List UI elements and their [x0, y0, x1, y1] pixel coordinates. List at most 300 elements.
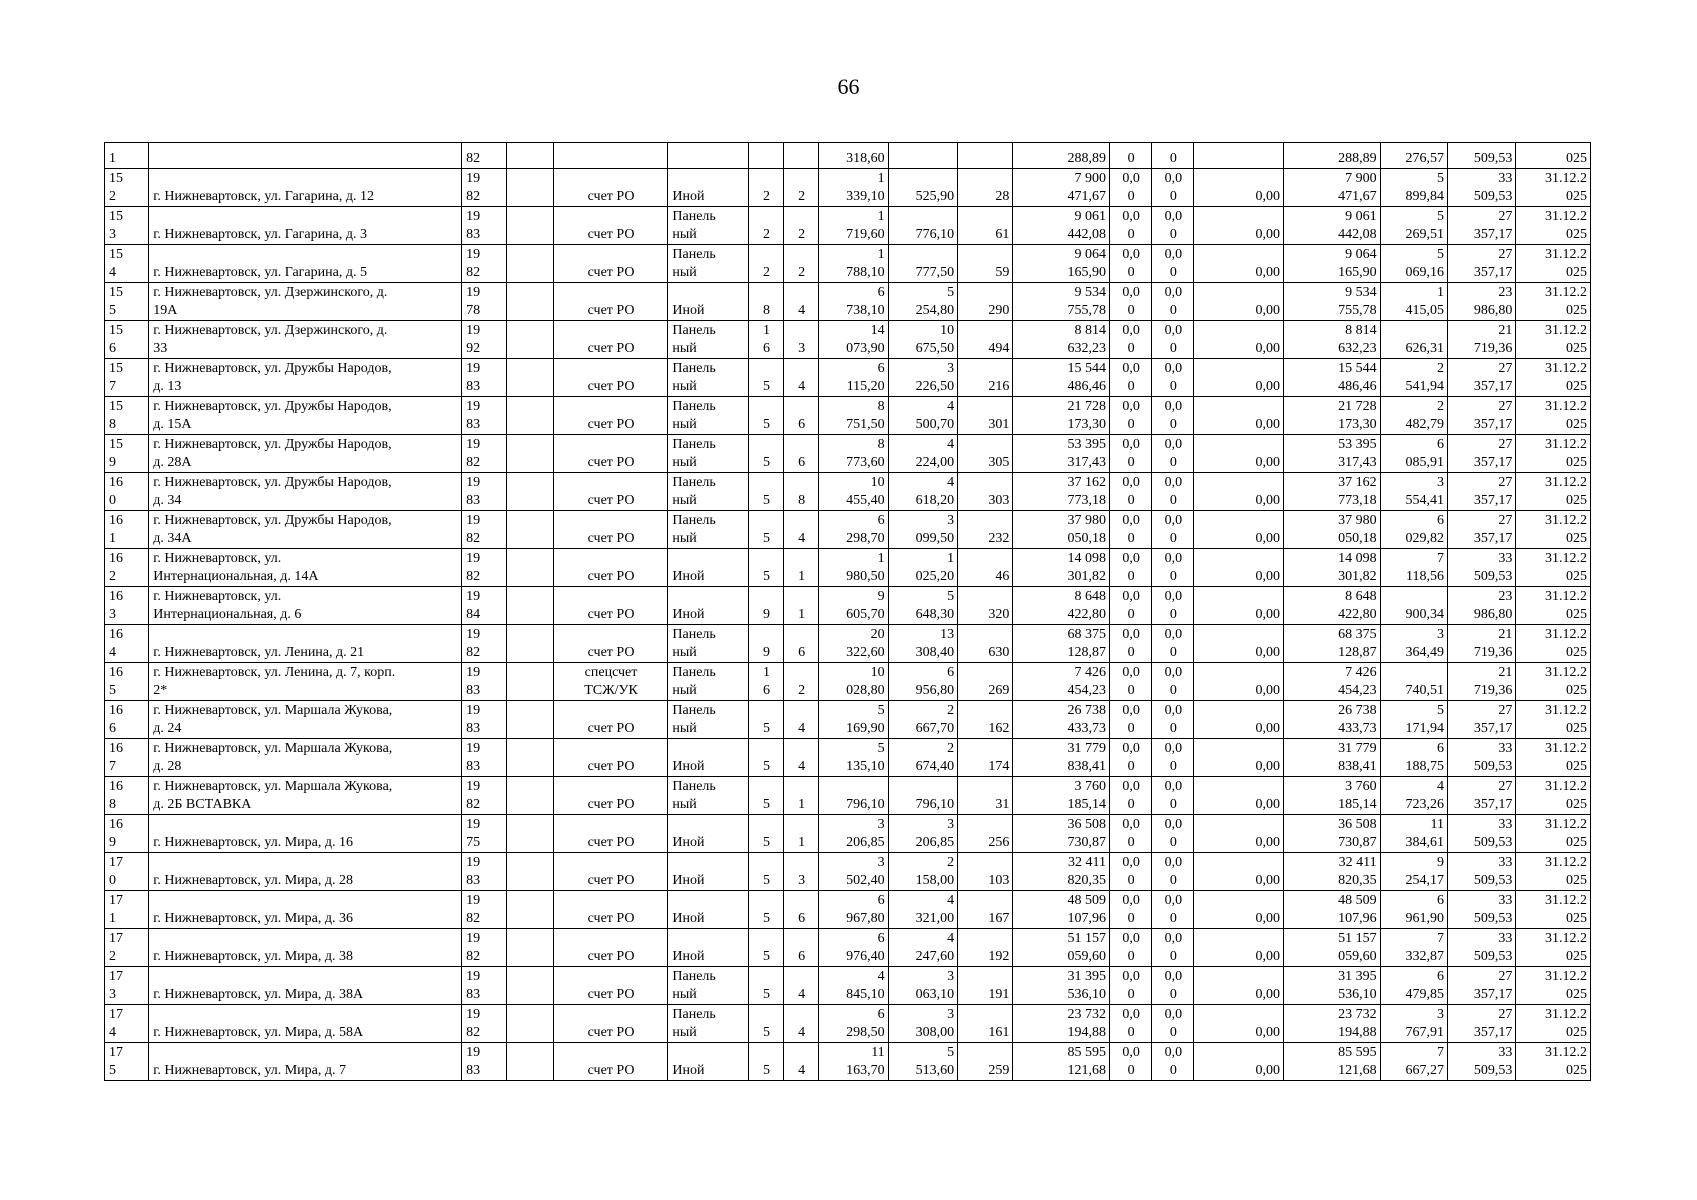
cell-funds-local: 0,00: [1194, 321, 1284, 359]
cell-funds-federal: 0,0 0: [1109, 283, 1151, 321]
cell-cost-per-sqm: 7 667,27: [1380, 1043, 1447, 1081]
cell-wall-material: Иной: [668, 169, 748, 207]
cell-completion-date: 31.12.2 025: [1516, 891, 1591, 929]
cell-blank-col: [507, 891, 553, 929]
cell-total-cost: 9 061 442,08: [1013, 207, 1110, 245]
cell-max-cost-per-sqm: 27 357,17: [1448, 359, 1516, 397]
cell-entrances: 8: [784, 473, 819, 511]
cell-blank-col: [507, 435, 553, 473]
cell-residents: 59: [958, 245, 1013, 283]
cell-total-area: 6 298,70: [819, 511, 888, 549]
cell-wall-material: Иной: [668, 739, 748, 777]
cell-living-area: 6 956,80: [888, 663, 957, 701]
cell-total-cost: 85 595 121,68: [1013, 1043, 1110, 1081]
table-row: [105, 1043, 1591, 1081]
cell-total-area: 5 135,10: [819, 739, 888, 777]
cell-address: г. Нижневартовск, ул. Ленина, д. 7, корп. 2*: [149, 663, 462, 701]
cell-row-number: 16 0: [105, 473, 149, 511]
cell-funds-regional: 0,0 0: [1152, 549, 1194, 587]
cell-total-cost: 36 508 730,87: [1013, 815, 1110, 853]
cell-year: 19 82: [462, 549, 507, 587]
cell-wall-material: Панель ный: [668, 473, 748, 511]
cell-total-cost: 32 411 820,35: [1013, 853, 1110, 891]
cell-row-number: 17 3: [105, 967, 149, 1005]
cell-max-cost-per-sqm: 27 357,17: [1448, 397, 1516, 435]
cell-completion-date: 31.12.2 025: [1516, 245, 1591, 283]
cell-funds-federal: 0,0 0: [1109, 1005, 1151, 1043]
cell-residents: 259: [958, 1043, 1013, 1081]
cell-cost-per-sqm: 2 482,79: [1380, 397, 1447, 435]
housing-registry-table: [104, 142, 1591, 1081]
cell-total-area: 1 339,10: [819, 169, 888, 207]
cell-funds-local: 0,00: [1194, 967, 1284, 1005]
cell-entrances: 1: [784, 815, 819, 853]
cell-entrances: 4: [784, 359, 819, 397]
cell-wall-material: [668, 143, 748, 169]
table-row: [105, 663, 1591, 701]
cell-funds-owners: 68 375 128,87: [1284, 625, 1381, 663]
table-row: [105, 587, 1591, 625]
cell-living-area: 525,90: [888, 169, 957, 207]
table-row: [105, 739, 1591, 777]
cell-living-area: 3 308,00: [888, 1005, 957, 1043]
cell-floors: 5: [748, 1043, 783, 1081]
cell-max-cost-per-sqm: 27 357,17: [1448, 777, 1516, 815]
cell-entrances: 3: [784, 853, 819, 891]
cell-residents: 630: [958, 625, 1013, 663]
cell-account-type: спецсчет ТСЖ/УК: [553, 663, 668, 701]
cell-living-area: 3 206,85: [888, 815, 957, 853]
cell-funds-federal: 0,0 0: [1109, 397, 1151, 435]
cell-blank-col: [507, 359, 553, 397]
cell-cost-per-sqm: 5 171,94: [1380, 701, 1447, 739]
cell-funds-federal: 0,0 0: [1109, 245, 1151, 283]
cell-row-number: 15 7: [105, 359, 149, 397]
cell-max-cost-per-sqm: 33 509,53: [1448, 815, 1516, 853]
cell-total-cost: 9 064 165,90: [1013, 245, 1110, 283]
cell-funds-federal: 0,0 0: [1109, 169, 1151, 207]
cell-living-area: 796,10: [888, 777, 957, 815]
cell-funds-federal: 0,0 0: [1109, 207, 1151, 245]
cell-floors: 5: [748, 511, 783, 549]
table-row: [105, 511, 1591, 549]
cell-living-area: 3 226,50: [888, 359, 957, 397]
cell-address: г. Нижневартовск, ул. Гагарина, д. 3: [149, 207, 462, 245]
cell-completion-date: 31.12.2 025: [1516, 473, 1591, 511]
cell-funds-owners: 51 157 059,60: [1284, 929, 1381, 967]
table-row: [105, 929, 1591, 967]
cell-address: [149, 143, 462, 169]
cell-wall-material: Иной: [668, 929, 748, 967]
cell-total-area: 6 738,10: [819, 283, 888, 321]
cell-account-type: счет РО: [553, 321, 668, 359]
cell-total-area: 20 322,60: [819, 625, 888, 663]
cell-entrances: [784, 143, 819, 169]
cell-row-number: 15 9: [105, 435, 149, 473]
cell-account-type: счет РО: [553, 207, 668, 245]
cell-row-number: 16 7: [105, 739, 149, 777]
cell-row-number: 16 8: [105, 777, 149, 815]
cell-account-type: счет РО: [553, 929, 668, 967]
cell-completion-date: 31.12.2 025: [1516, 435, 1591, 473]
cell-floors: 5: [748, 473, 783, 511]
cell-year: 19 83: [462, 701, 507, 739]
cell-blank-col: [507, 701, 553, 739]
cell-funds-regional: 0,0 0: [1152, 853, 1194, 891]
cell-address: г. Нижневартовск, ул. Интернациональная, д. 6: [149, 587, 462, 625]
cell-floors: 5: [748, 815, 783, 853]
cell-funds-local: 0,00: [1194, 739, 1284, 777]
cell-max-cost-per-sqm: 23 986,80: [1448, 283, 1516, 321]
cell-residents: 290: [958, 283, 1013, 321]
cell-total-area: 5 169,90: [819, 701, 888, 739]
cell-residents: 320: [958, 587, 1013, 625]
cell-wall-material: Панель ный: [668, 321, 748, 359]
cell-entrances: 2: [784, 245, 819, 283]
cell-funds-regional: 0: [1152, 143, 1194, 169]
cell-account-type: счет РО: [553, 967, 668, 1005]
cell-funds-federal: 0,0 0: [1109, 777, 1151, 815]
cell-max-cost-per-sqm: 27 357,17: [1448, 435, 1516, 473]
cell-living-area: 3 063,10: [888, 967, 957, 1005]
cell-address: г. Нижневартовск, ул. Дружбы Народов, д. 34: [149, 473, 462, 511]
cell-blank-col: [507, 511, 553, 549]
cell-row-number: 15 8: [105, 397, 149, 435]
cell-blank-col: [507, 853, 553, 891]
cell-funds-local: 0,00: [1194, 853, 1284, 891]
cell-funds-regional: 0,0 0: [1152, 625, 1194, 663]
cell-total-cost: 15 544 486,46: [1013, 359, 1110, 397]
cell-residents: 269: [958, 663, 1013, 701]
cell-funds-federal: 0,0 0: [1109, 663, 1151, 701]
cell-total-cost: 37 162 773,18: [1013, 473, 1110, 511]
cell-funds-owners: 14 098 301,82: [1284, 549, 1381, 587]
cell-floors: 5: [748, 1005, 783, 1043]
cell-cost-per-sqm: 900,34: [1380, 587, 1447, 625]
cell-blank-col: [507, 587, 553, 625]
cell-blank-col: [507, 663, 553, 701]
cell-residents: 162: [958, 701, 1013, 739]
cell-cost-per-sqm: 7 118,56: [1380, 549, 1447, 587]
cell-funds-owners: 36 508 730,87: [1284, 815, 1381, 853]
cell-completion-date: 31.12.2 025: [1516, 207, 1591, 245]
cell-max-cost-per-sqm: 21 719,36: [1448, 625, 1516, 663]
cell-funds-federal: 0,0 0: [1109, 853, 1151, 891]
cell-funds-local: 0,00: [1194, 245, 1284, 283]
cell-max-cost-per-sqm: 21 719,36: [1448, 321, 1516, 359]
cell-cost-per-sqm: 2 541,94: [1380, 359, 1447, 397]
cell-living-area: 1 025,20: [888, 549, 957, 587]
cell-address: г. Нижневартовск, ул. Мира, д. 28: [149, 853, 462, 891]
table-row: [105, 549, 1591, 587]
cell-total-cost: 9 534 755,78: [1013, 283, 1110, 321]
cell-max-cost-per-sqm: 33 509,53: [1448, 169, 1516, 207]
cell-funds-local: 0,00: [1194, 283, 1284, 321]
cell-total-cost: 7 900 471,67: [1013, 169, 1110, 207]
cell-floors: 5: [748, 359, 783, 397]
cell-wall-material: Иной: [668, 549, 748, 587]
cell-address: г. Нижневартовск, ул. Дружбы Народов, д. 34А: [149, 511, 462, 549]
cell-funds-regional: 0,0 0: [1152, 511, 1194, 549]
cell-funds-federal: 0,0 0: [1109, 891, 1151, 929]
cell-row-number: 16 5: [105, 663, 149, 701]
cell-funds-owners: 31 779 838,41: [1284, 739, 1381, 777]
table-row: [105, 435, 1591, 473]
cell-max-cost-per-sqm: 33 509,53: [1448, 1043, 1516, 1081]
cell-total-area: 4 845,10: [819, 967, 888, 1005]
cell-blank-col: [507, 283, 553, 321]
cell-completion-date: 31.12.2 025: [1516, 397, 1591, 435]
table-row: [105, 321, 1591, 359]
table-row: [105, 891, 1591, 929]
cell-funds-federal: 0,0 0: [1109, 815, 1151, 853]
cell-floors: 8: [748, 283, 783, 321]
cell-funds-local: 0,00: [1194, 815, 1284, 853]
cell-blank-col: [507, 169, 553, 207]
cell-funds-owners: 37 980 050,18: [1284, 511, 1381, 549]
cell-address: г. Нижневартовск, ул. Маршала Жукова, д. 28: [149, 739, 462, 777]
cell-total-area: 3 206,85: [819, 815, 888, 853]
cell-total-area: 6 976,40: [819, 929, 888, 967]
cell-wall-material: Панель ный: [668, 967, 748, 1005]
cell-floors: 5: [748, 701, 783, 739]
cell-funds-local: 0,00: [1194, 511, 1284, 549]
cell-funds-owners: 8 648 422,80: [1284, 587, 1381, 625]
cell-entrances: 4: [784, 1043, 819, 1081]
cell-wall-material: Панель ный: [668, 511, 748, 549]
cell-living-area: 776,10: [888, 207, 957, 245]
cell-entrances: 3: [784, 321, 819, 359]
cell-year: 19 83: [462, 1043, 507, 1081]
cell-floors: 2: [748, 245, 783, 283]
cell-cost-per-sqm: 11 384,61: [1380, 815, 1447, 853]
cell-total-cost: 26 738 433,73: [1013, 701, 1110, 739]
cell-blank-col: [507, 1005, 553, 1043]
cell-floors: 5: [748, 397, 783, 435]
cell-funds-federal: 0,0 0: [1109, 511, 1151, 549]
cell-account-type: счет РО: [553, 359, 668, 397]
cell-cost-per-sqm: 1 415,05: [1380, 283, 1447, 321]
table-row: [105, 701, 1591, 739]
cell-floors: 1 6: [748, 321, 783, 359]
cell-wall-material: Панель ный: [668, 1005, 748, 1043]
table-row: [105, 777, 1591, 815]
cell-completion-date: 31.12.2 025: [1516, 625, 1591, 663]
cell-account-type: счет РО: [553, 1043, 668, 1081]
cell-wall-material: Иной: [668, 283, 748, 321]
cell-residents: 216: [958, 359, 1013, 397]
cell-residents: 61: [958, 207, 1013, 245]
cell-floors: 1 6: [748, 663, 783, 701]
cell-completion-date: 31.12.2 025: [1516, 359, 1591, 397]
cell-address: г. Нижневартовск, ул. Мира, д. 36: [149, 891, 462, 929]
cell-completion-date: 31.12.2 025: [1516, 511, 1591, 549]
cell-account-type: счет РО: [553, 549, 668, 587]
cell-living-area: 4 224,00: [888, 435, 957, 473]
cell-row-number: 17 0: [105, 853, 149, 891]
cell-max-cost-per-sqm: 21 719,36: [1448, 663, 1516, 701]
cell-total-area: 14 073,90: [819, 321, 888, 359]
cell-completion-date: 31.12.2 025: [1516, 1043, 1591, 1081]
cell-total-cost: 68 375 128,87: [1013, 625, 1110, 663]
cell-funds-owners: 48 509 107,96: [1284, 891, 1381, 929]
cell-completion-date: 31.12.2 025: [1516, 815, 1591, 853]
cell-funds-local: 0,00: [1194, 473, 1284, 511]
cell-total-area: 318,60: [819, 143, 888, 169]
cell-funds-regional: 0,0 0: [1152, 777, 1194, 815]
cell-row-number: 15 5: [105, 283, 149, 321]
cell-blank-col: [507, 1043, 553, 1081]
cell-total-cost: 53 395 317,43: [1013, 435, 1110, 473]
table-row: [105, 359, 1591, 397]
cell-total-cost: 7 426 454,23: [1013, 663, 1110, 701]
cell-living-area: 4 618,20: [888, 473, 957, 511]
cell-blank-col: [507, 967, 553, 1005]
cell-cost-per-sqm: 6 188,75: [1380, 739, 1447, 777]
cell-funds-regional: 0,0 0: [1152, 815, 1194, 853]
cell-blank-col: [507, 321, 553, 359]
cell-wall-material: Панель ный: [668, 359, 748, 397]
cell-blank-col: [507, 739, 553, 777]
cell-funds-owners: 9 534 755,78: [1284, 283, 1381, 321]
cell-completion-date: 31.12.2 025: [1516, 929, 1591, 967]
cell-account-type: счет РО: [553, 625, 668, 663]
cell-row-number: 16 3: [105, 587, 149, 625]
cell-funds-regional: 0,0 0: [1152, 1005, 1194, 1043]
cell-funds-federal: 0,0 0: [1109, 967, 1151, 1005]
table-row: [105, 1005, 1591, 1043]
cell-funds-federal: 0,0 0: [1109, 359, 1151, 397]
cell-residents: 161: [958, 1005, 1013, 1043]
cell-floors: 5: [748, 853, 783, 891]
cell-year: 19 83: [462, 853, 507, 891]
cell-total-area: 10 028,80: [819, 663, 888, 701]
cell-funds-owners: 31 395 536,10: [1284, 967, 1381, 1005]
cell-entrances: 4: [784, 511, 819, 549]
cell-living-area: 10 675,50: [888, 321, 957, 359]
cell-year: 19 83: [462, 473, 507, 511]
cell-completion-date: 31.12.2 025: [1516, 1005, 1591, 1043]
cell-funds-regional: 0,0 0: [1152, 283, 1194, 321]
cell-funds-local: 0,00: [1194, 891, 1284, 929]
cell-year: 19 82: [462, 435, 507, 473]
cell-funds-local: 0,00: [1194, 207, 1284, 245]
cell-funds-regional: 0,0 0: [1152, 435, 1194, 473]
cell-completion-date: 31.12.2 025: [1516, 777, 1591, 815]
cell-funds-local: 0,00: [1194, 777, 1284, 815]
cell-entrances: 2: [784, 207, 819, 245]
cell-blank-col: [507, 549, 553, 587]
cell-max-cost-per-sqm: 509,53: [1448, 143, 1516, 169]
cell-funds-owners: 3 760 185,14: [1284, 777, 1381, 815]
cell-completion-date: 31.12.2 025: [1516, 853, 1591, 891]
cell-living-area: 3 099,50: [888, 511, 957, 549]
cell-address: г. Нижневартовск, ул. Дружбы Народов, д. 28А: [149, 435, 462, 473]
table-row: [105, 853, 1591, 891]
cell-year: 19 82: [462, 929, 507, 967]
cell-max-cost-per-sqm: 33 509,53: [1448, 853, 1516, 891]
cell-total-area: 10 455,40: [819, 473, 888, 511]
cell-max-cost-per-sqm: 23 986,80: [1448, 587, 1516, 625]
cell-living-area: [888, 143, 957, 169]
cell-funds-federal: 0,0 0: [1109, 587, 1151, 625]
cell-completion-date: 31.12.2 025: [1516, 739, 1591, 777]
cell-year: 19 82: [462, 245, 507, 283]
cell-year: 19 82: [462, 1005, 507, 1043]
cell-wall-material: Панель ный: [668, 435, 748, 473]
cell-entrances: 4: [784, 701, 819, 739]
cell-funds-owners: 7 426 454,23: [1284, 663, 1381, 701]
cell-entrances: 4: [784, 1005, 819, 1043]
cell-residents: [958, 143, 1013, 169]
cell-blank-col: [507, 625, 553, 663]
cell-floors: 9: [748, 587, 783, 625]
cell-max-cost-per-sqm: 27 357,17: [1448, 701, 1516, 739]
cell-blank-col: [507, 397, 553, 435]
cell-total-area: 8 773,60: [819, 435, 888, 473]
cell-cost-per-sqm: 3 554,41: [1380, 473, 1447, 511]
cell-address: г. Нижневартовск, ул. Маршала Жукова, д. 2Б ВСТАВКА: [149, 777, 462, 815]
cell-blank-col: [507, 815, 553, 853]
cell-funds-owners: 288,89: [1284, 143, 1381, 169]
cell-year: 19 83: [462, 967, 507, 1005]
cell-account-type: счет РО: [553, 511, 668, 549]
cell-year: 19 75: [462, 815, 507, 853]
table-row: [105, 967, 1591, 1005]
cell-total-area: 1 719,60: [819, 207, 888, 245]
cell-year: 19 82: [462, 169, 507, 207]
cell-funds-federal: 0,0 0: [1109, 435, 1151, 473]
cell-funds-federal: 0: [1109, 143, 1151, 169]
cell-completion-date: 31.12.2 025: [1516, 701, 1591, 739]
cell-living-area: 13 308,40: [888, 625, 957, 663]
cell-funds-local: 0,00: [1194, 549, 1284, 587]
cell-floors: 5: [748, 435, 783, 473]
cell-cost-per-sqm: 4 723,26: [1380, 777, 1447, 815]
cell-entrances: 1: [784, 777, 819, 815]
cell-completion-date: 31.12.2 025: [1516, 587, 1591, 625]
cell-total-area: 6 115,20: [819, 359, 888, 397]
cell-cost-per-sqm: 6 029,82: [1380, 511, 1447, 549]
cell-funds-local: 0,00: [1194, 625, 1284, 663]
cell-year: 19 83: [462, 663, 507, 701]
cell-wall-material: Панель ный: [668, 663, 748, 701]
cell-blank-col: [507, 245, 553, 283]
cell-funds-federal: 0,0 0: [1109, 929, 1151, 967]
cell-entrances: 1: [784, 587, 819, 625]
cell-row-number: 16 2: [105, 549, 149, 587]
registry-body: [105, 143, 1591, 1081]
cell-entrances: 4: [784, 283, 819, 321]
cell-total-area: 9 605,70: [819, 587, 888, 625]
cell-address: г. Нижневартовск, ул. Дзержинского, д. 19А: [149, 283, 462, 321]
cell-living-area: 4 321,00: [888, 891, 957, 929]
cell-funds-federal: 0,0 0: [1109, 739, 1151, 777]
cell-floors: 2: [748, 207, 783, 245]
cell-funds-regional: 0,0 0: [1152, 321, 1194, 359]
cell-floors: 5: [748, 549, 783, 587]
cell-address: г. Нижневартовск, ул. Ленина, д. 21: [149, 625, 462, 663]
cell-funds-regional: 0,0 0: [1152, 473, 1194, 511]
cell-wall-material: Панель ный: [668, 701, 748, 739]
cell-funds-owners: 85 595 121,68: [1284, 1043, 1381, 1081]
cell-funds-regional: 0,0 0: [1152, 701, 1194, 739]
cell-funds-federal: 0,0 0: [1109, 1043, 1151, 1081]
cell-entrances: 6: [784, 625, 819, 663]
cell-year: 19 82: [462, 891, 507, 929]
cell-year: 19 83: [462, 397, 507, 435]
cell-year: 19 83: [462, 207, 507, 245]
